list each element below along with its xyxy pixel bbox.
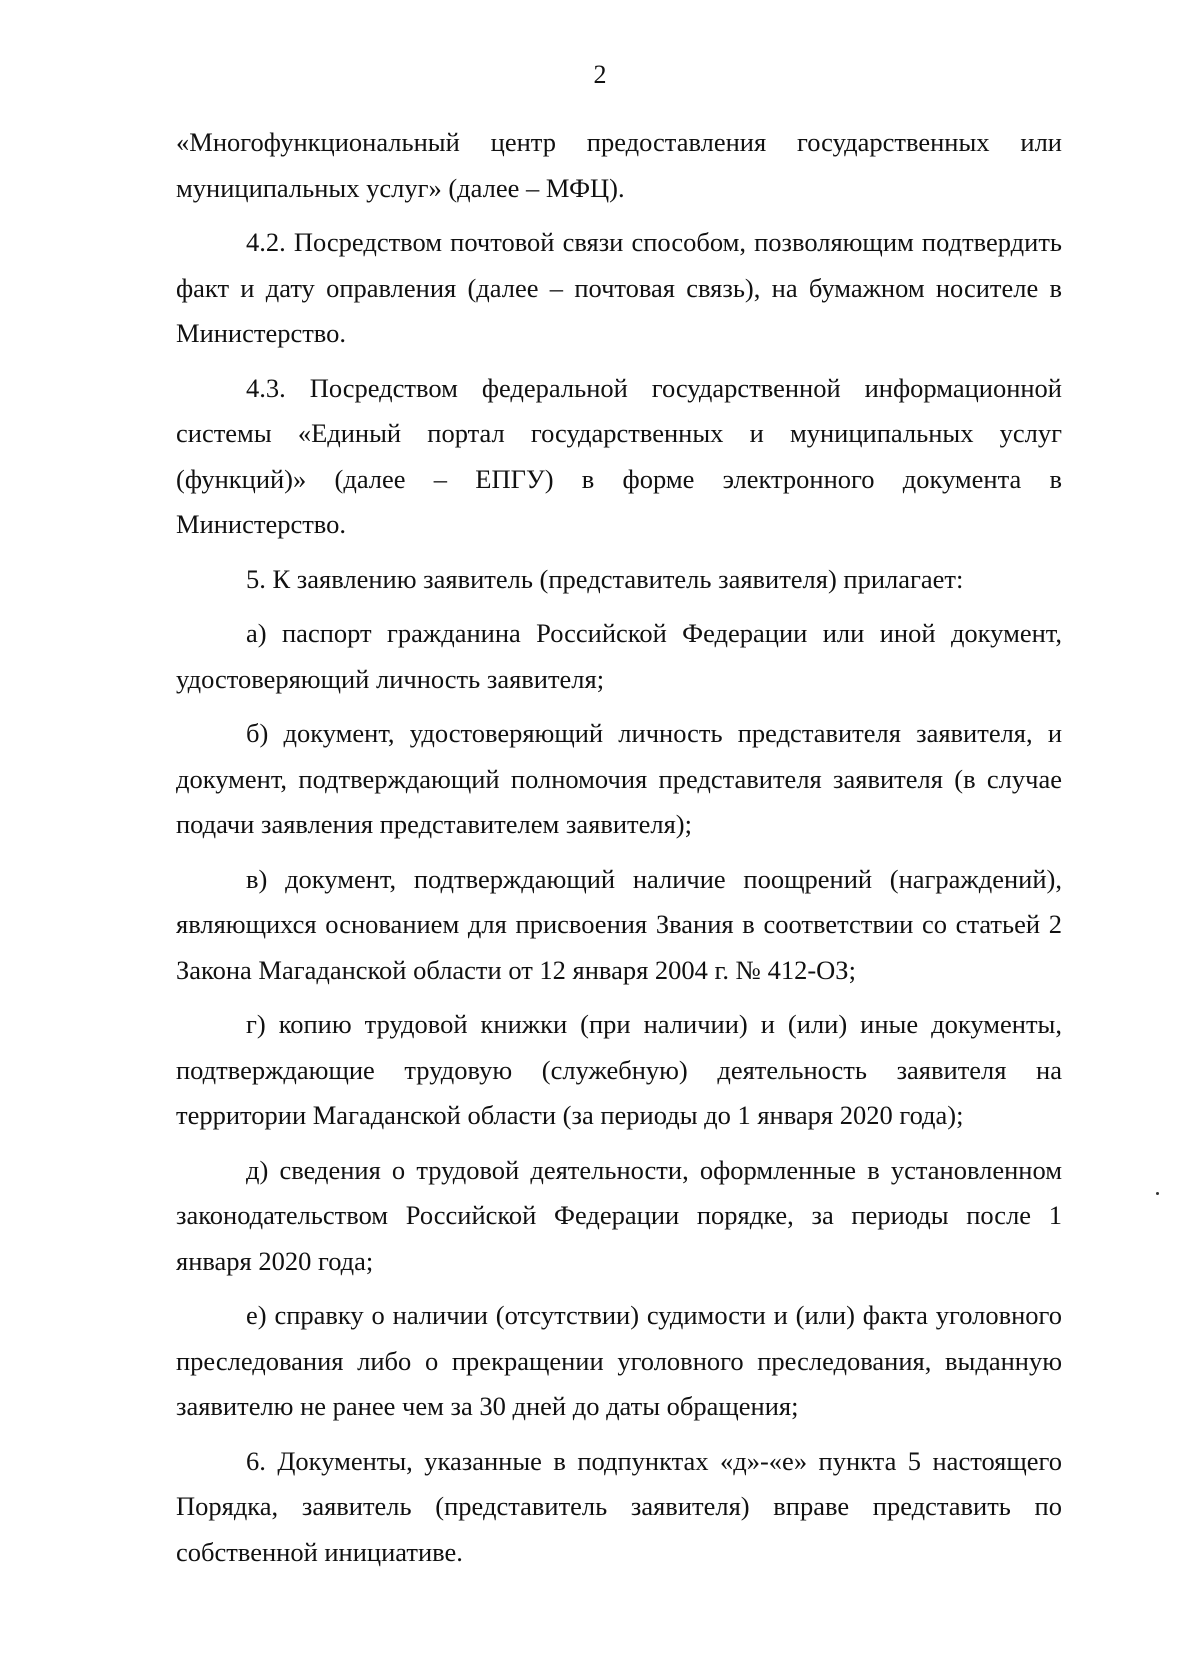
paragraph-6: 6. Документы, указанные в подпунктах «д»-«е» пункта 5 настоящего Порядка, заявитель (представитель заявителя) вправе представить по собственной инициативе. xyxy=(176,1445,1062,1567)
paragraph-5-g: г) копию трудовой книжки (при наличии) и (или) иные документы, подтверждающие трудовую (служебную) деятельность заявителя на территории Магаданской области (за периоды до 1 января 2020 года); xyxy=(176,1009,1062,1130)
paragraph-mfc-continuation: «Многофункциональный центр предоставления государственных или муниципальных услуг» (далее – МФЦ). xyxy=(176,127,1062,203)
paragraph-5-d: д) сведения о трудовой деятельности, оформленные в установленном законодательством Российской Федерации порядке, за периоды после 1 января 2020 года; xyxy=(176,1154,1062,1276)
paragraph-4-3: 4.3. Посредством федеральной государственной информационной системы «Единый портал государственных и муниципальных услуг (функций)» (далее – ЕПГУ) в форме электронного документа в Министерство. xyxy=(176,372,1062,539)
page-number: 2 xyxy=(593,60,607,89)
paragraph-5-b: б) документ, удостоверяющий личность представителя заявителя, и документ, подтверждающий полномочия представителя заявителя (в случае подачи заявления представителем заявителя); xyxy=(176,718,1062,839)
scan-speck xyxy=(1156,1192,1159,1195)
paragraph-4-2: 4.2. Посредством почтовой связи способом, позволяющим подтвердить факт и дату оправления (далее – почтовая связь), на бумажном носителе в Министерство. xyxy=(176,227,1062,348)
paragraph-5-a: а) паспорт гражданина Российской Федерации или иной документ, удостоверяющий личность заявителя; xyxy=(176,618,1062,694)
paragraph-5-v: в) документ, подтверждающий наличие поощрений (награждений), являющихся основанием для присвоения Звания в соответствии со статьей 2 Закона Магаданской области от 12 января 2004 г. № 412-ОЗ; xyxy=(176,863,1062,985)
document-body xyxy=(176,120,1062,1584)
paragraph-5-e: е) справку о наличии (отсутствии) судимости и (или) факта уголовного преследования либо о прекращении уголовного преследования, выданную заявителю не ранее чем за 30 дней до даты обращения; xyxy=(176,1300,1062,1421)
paragraph-5: 5. К заявлению заявитель (представитель заявителя) прилагает: xyxy=(246,563,964,594)
